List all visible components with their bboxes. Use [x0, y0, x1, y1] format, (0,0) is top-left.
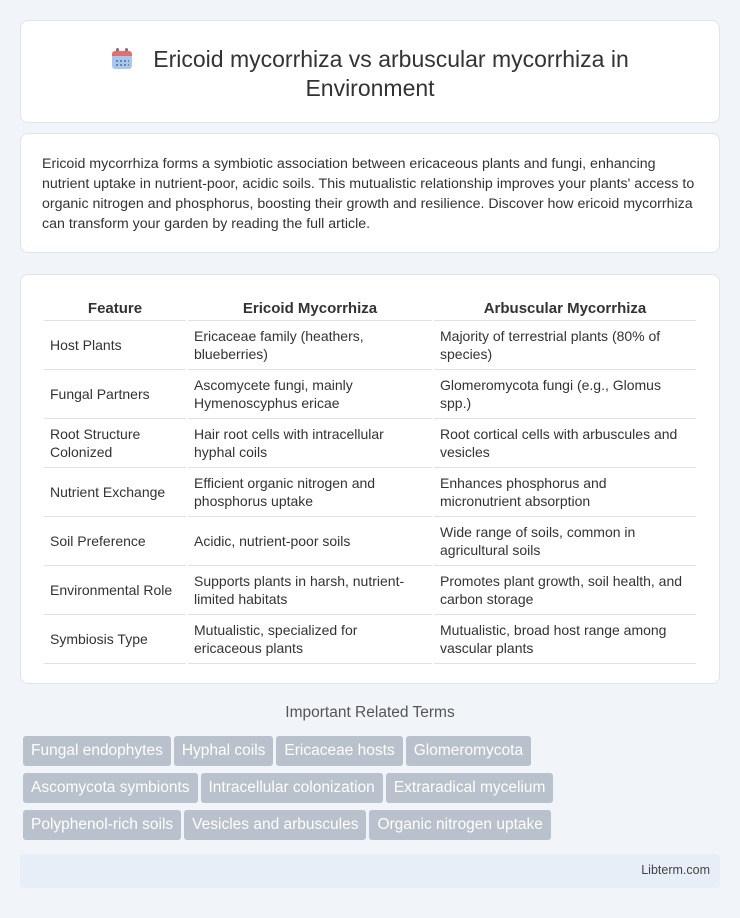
term-tag[interactable]: Organic nitrogen uptake: [369, 810, 550, 840]
table-row: [44, 419, 696, 468]
page-title-text: Ericoid mycorrhiza vs arbuscular mycorrhiza in Environment: [153, 46, 629, 101]
table-cell: Ascomycete fungi, mainly Hymenoscyphus ericae: [188, 370, 432, 419]
table-cell: Soil Preference: [44, 517, 186, 566]
table-cell: Root Structure Colonized: [44, 419, 186, 468]
table-row: [44, 566, 696, 615]
term-tag[interactable]: Intracellular colonization: [201, 773, 383, 803]
table-cell: Fungal Partners: [44, 370, 186, 419]
table-row: [44, 615, 696, 664]
intro-paragraph: Ericoid mycorrhiza forms a symbiotic association between ericaceous plants and fungi, enhancing nutrient uptake in nutrient-poor, acidic soils. This mutualistic relationship improves your plants' access to organic nitrogen and phosphorus, boosting their growth and resilience. Discover how ericoid mycorrhiza can transform your garden by reading the full article.: [42, 156, 695, 232]
term-tag[interactable]: Extraradical mycelium: [386, 773, 554, 803]
related-terms-list: [23, 736, 723, 847]
table-cell: Glomeromycota fungi (e.g., Glomus spp.): [434, 370, 696, 419]
term-tag[interactable]: Fungal endophytes: [23, 736, 171, 766]
comparison-table-card: [20, 274, 720, 684]
related-terms-heading: Important Related Terms: [285, 704, 455, 721]
table-header-row: [44, 295, 696, 321]
table-cell: Promotes plant growth, soil health, and carbon storage: [434, 566, 696, 615]
term-tag[interactable]: Vesicles and arbuscules: [184, 810, 366, 840]
table-cell: Wide range of soils, common in agricultural soils: [434, 517, 696, 566]
table-row: [44, 370, 696, 419]
table-cell: Nutrient Exchange: [44, 468, 186, 517]
table-cell: Mutualistic, broad host range among vascular plants: [434, 615, 696, 664]
table-row: [44, 321, 696, 370]
page-title: [21, 45, 719, 103]
column-header: Ericoid Mycorrhiza: [188, 295, 432, 321]
table-cell: Environmental Role: [44, 566, 186, 615]
column-header: Feature: [44, 295, 186, 321]
table-row: [44, 517, 696, 566]
term-tag[interactable]: Glomeromycota: [406, 736, 531, 766]
table-row: [44, 468, 696, 517]
table-cell: Majority of terrestrial plants (80% of species): [434, 321, 696, 370]
calendar-icon: [111, 48, 133, 70]
intro-card: [20, 133, 720, 253]
term-tag[interactable]: Hyphal coils: [174, 736, 274, 766]
table-cell: Acidic, nutrient-poor soils: [188, 517, 432, 566]
header-card: [20, 20, 720, 123]
footer-bar: [20, 854, 720, 888]
term-tag[interactable]: Ericaceae hosts: [276, 736, 402, 766]
term-tag[interactable]: Polyphenol-rich soils: [23, 810, 181, 840]
table-cell: Efficient organic nitrogen and phosphorus uptake: [188, 468, 432, 517]
comparison-table: [42, 295, 698, 664]
term-tag[interactable]: Ascomycota symbionts: [23, 773, 198, 803]
table-cell: Host Plants: [44, 321, 186, 370]
table-cell: Root cortical cells with arbuscules and vesicles: [434, 419, 696, 468]
table-cell: Mutualistic, specialized for ericaceous plants: [188, 615, 432, 664]
column-header: Arbuscular Mycorrhiza: [434, 295, 696, 321]
table-cell: Symbiosis Type: [44, 615, 186, 664]
table-cell: Enhances phosphorus and micronutrient absorption: [434, 468, 696, 517]
site-link[interactable]: Libterm.com: [641, 863, 710, 877]
table-cell: Ericaceae family (heathers, blueberries): [188, 321, 432, 370]
table-cell: Supports plants in harsh, nutrient-limited habitats: [188, 566, 432, 615]
table-cell: Hair root cells with intracellular hyphal coils: [188, 419, 432, 468]
